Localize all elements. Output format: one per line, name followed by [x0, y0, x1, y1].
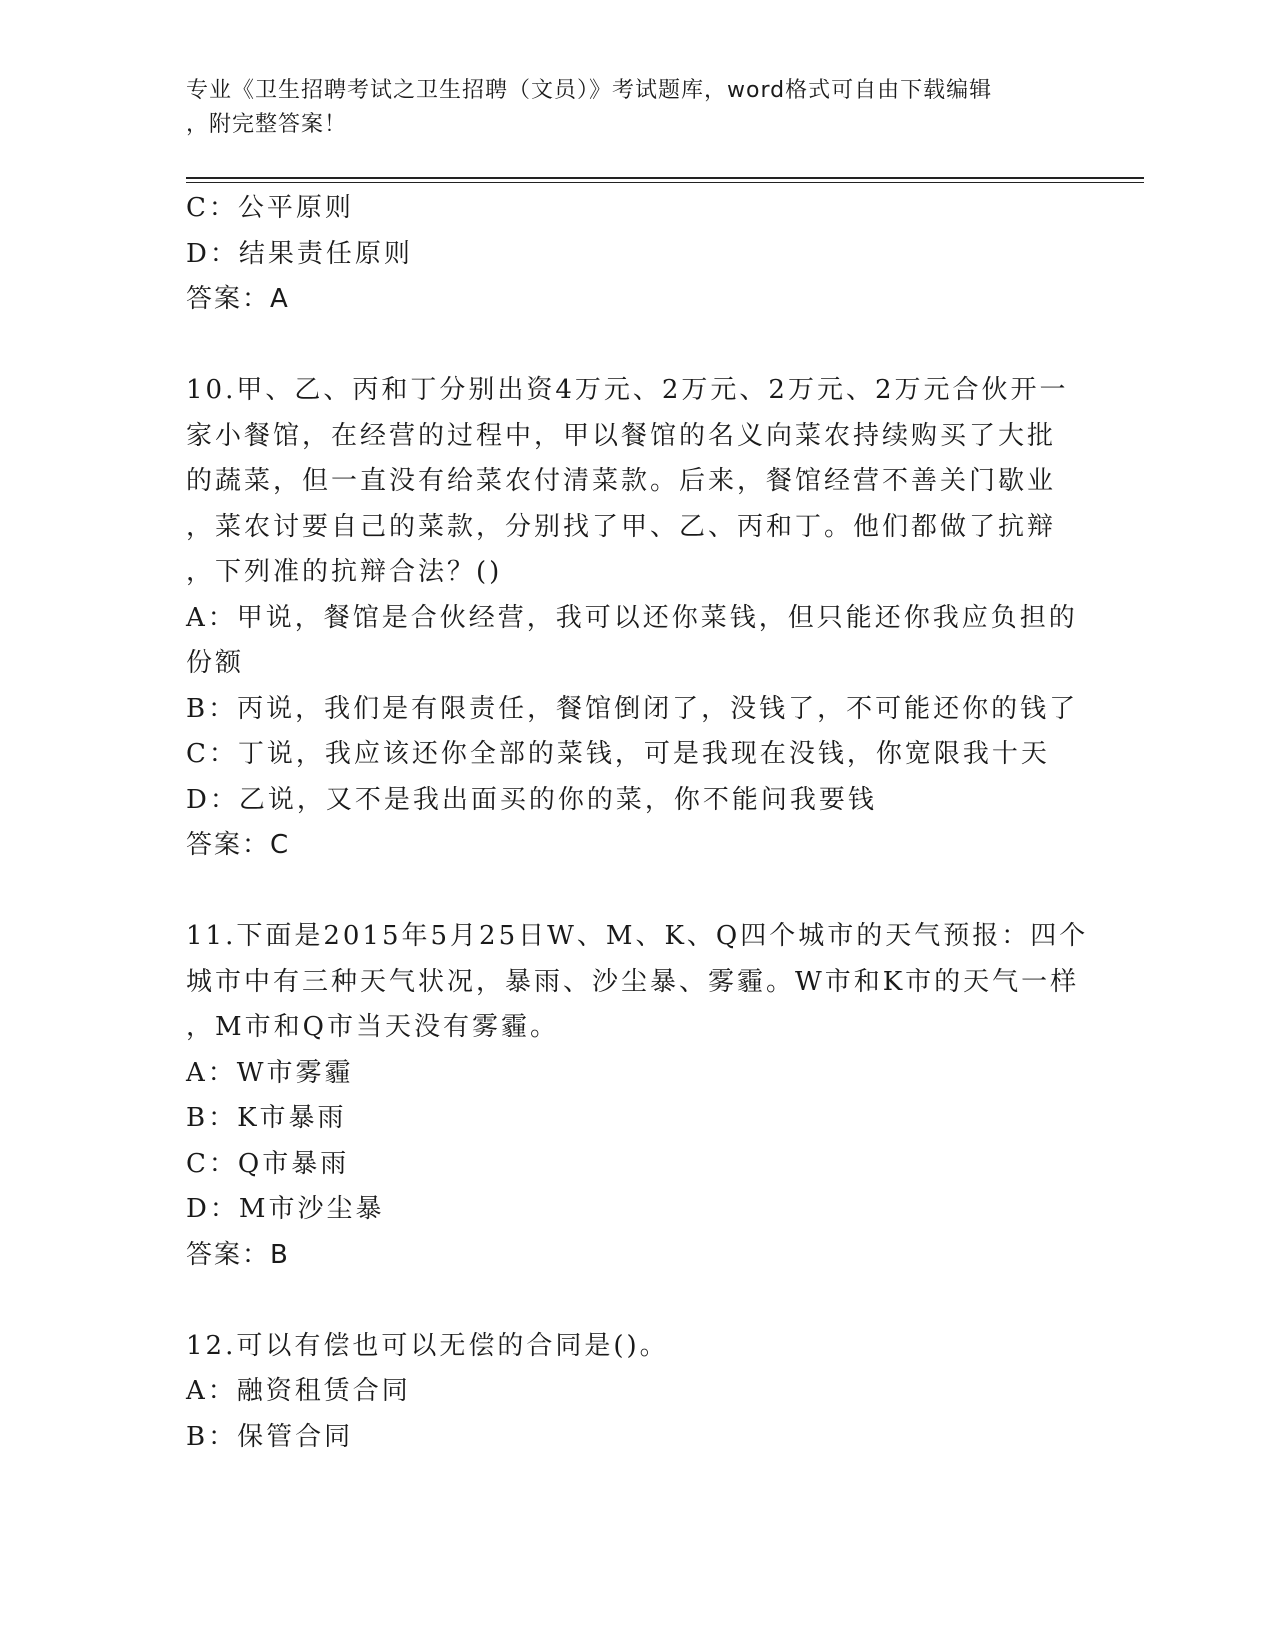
question-12: [186, 1324, 1086, 1461]
header-rule-thick: [186, 177, 1144, 179]
option-a-continuation: 份额: [186, 648, 245, 678]
option-b: B：丙说，我们是有限责任，餐馆倒闭了，没钱了，不可能还你的钱了: [186, 693, 1079, 724]
answer-label: 答案：B: [186, 1239, 290, 1270]
question-stem-line: 城市中有三种天气状况，暴雨、沙尘暴、雾霾。W市和K市的天气一样: [186, 966, 1080, 997]
option-c: C：公平原则: [186, 193, 354, 223]
option-d: D：M市沙尘暴: [186, 1194, 385, 1224]
question-stem-line: 11.下面是2015年5月25日W、M、K、Q四个城市的天气预报：四个: [186, 921, 1089, 951]
option-c: C：Q市暴雨: [186, 1148, 350, 1179]
question-11: [186, 914, 1089, 1278]
question-stem-line: 12.可以有偿也可以无偿的合同是()。: [186, 1330, 669, 1361]
option-b: B：保管合同: [186, 1421, 354, 1452]
header-title-line: 专业《卫生招聘考试之卫生招聘（文员）》考试题库，word格式可自由下载编辑: [186, 78, 993, 103]
option-d: D：乙说，又不是我出面买的你的菜，你不能问我要钱: [186, 784, 877, 815]
spacer: [186, 869, 1086, 915]
option-a: A：W市雾霾: [186, 1057, 354, 1088]
question-stem-line: ，M市和Q市当天没有雾霾。: [186, 1012, 559, 1042]
spacer: [186, 1278, 1086, 1324]
option-b: B：K市暴雨: [186, 1103, 347, 1133]
option-d: D：结果责任原则: [186, 238, 413, 269]
option-a: A：融资租赁合同: [186, 1376, 411, 1406]
question-9: [186, 186, 1086, 323]
question-stem-line: 10.甲、乙、丙和丁分别出资4万元、2万元、2万元、2万元合伙开一: [186, 375, 1069, 405]
header-title-continuation: ，附完整答案！: [186, 112, 348, 137]
question-stem-line: 家小餐馆，在经营的过程中，甲以餐馆的名义向菜农持续购买了大批: [186, 420, 1057, 451]
answer-label: 答案：A: [186, 284, 290, 314]
option-c: C：丁说，我应该还你全部的菜钱，可是我现在没钱，你宽限我十天: [186, 739, 1050, 769]
question-stem-line: 的蔬菜，但一直没有给菜农付清菜款。后来，餐馆经营不善关门歇业: [186, 466, 1057, 496]
answer-label: 答案：C: [186, 830, 291, 860]
question-stem-line: ，下列准的抗辩合法？(): [186, 557, 503, 587]
question-10: [186, 368, 1086, 869]
header-rule-thin: [186, 182, 1144, 183]
spacer: [186, 323, 1086, 369]
option-a: A：甲说，餐馆是合伙经营，我可以还你菜钱，但只能还你我应负担的: [186, 602, 1078, 633]
question-list: [186, 186, 1089, 1460]
question-stem-line: ，菜农讨要自己的菜款，分别找了甲、乙、丙和丁。他们都做了抗辩: [186, 511, 1057, 542]
document-header: [186, 74, 1066, 142]
